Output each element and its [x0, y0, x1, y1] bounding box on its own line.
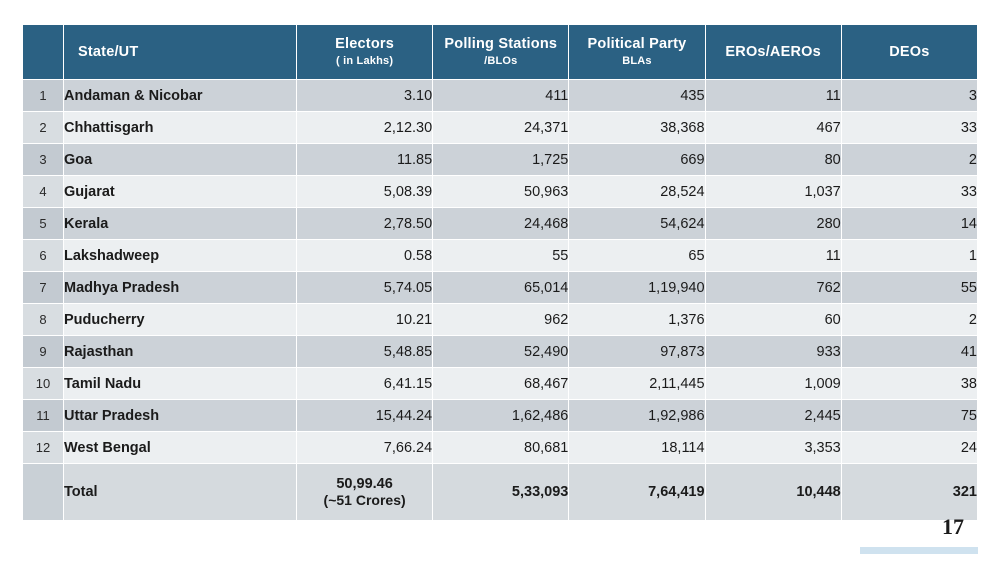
- cell-eros: 762: [705, 272, 841, 304]
- cell-state: Kerala: [64, 208, 297, 240]
- cell-eros: 60: [705, 304, 841, 336]
- column-header-electors-sub: ( in Lakhs): [335, 55, 394, 68]
- cell-electors: 6,41.15: [297, 368, 433, 400]
- cell-total-electors: [297, 464, 433, 521]
- table-row: [23, 80, 978, 112]
- cell-polling: 65,014: [433, 272, 569, 304]
- cell-state: Gujarat: [64, 176, 297, 208]
- cell-total-electors-value: 50,99.46: [336, 476, 393, 492]
- cell-polling: 1,725: [433, 144, 569, 176]
- cell-state: Andaman & Nicobar: [64, 80, 297, 112]
- accent-bar: [860, 547, 978, 554]
- cell-serial: 8: [23, 304, 64, 336]
- table-header: [23, 25, 978, 80]
- column-header-polling-stations: [433, 25, 569, 80]
- cell-eros: 1,009: [705, 368, 841, 400]
- cell-polling: 80,681: [433, 432, 569, 464]
- cell-blas: 1,19,940: [569, 272, 705, 304]
- cell-deos: 33: [841, 176, 977, 208]
- table-total-row: [23, 464, 978, 521]
- cell-polling: 411: [433, 80, 569, 112]
- cell-deos: 38: [841, 368, 977, 400]
- cell-state: Rajasthan: [64, 336, 297, 368]
- cell-blas: 28,524: [569, 176, 705, 208]
- cell-polling: 24,371: [433, 112, 569, 144]
- table-header-row: [23, 25, 978, 80]
- cell-deos: 41: [841, 336, 977, 368]
- cell-serial: 6: [23, 240, 64, 272]
- cell-state: Tamil Nadu: [64, 368, 297, 400]
- table-row: [23, 176, 978, 208]
- table-body: [23, 80, 978, 521]
- cell-electors: 7,66.24: [297, 432, 433, 464]
- column-header-polling-stations-label: Polling Stations: [444, 36, 558, 53]
- table-row: [23, 240, 978, 272]
- cell-blas: 38,368: [569, 112, 705, 144]
- column-header-political-party-blas-sub: BLAs: [622, 55, 652, 68]
- cell-electors: 10.21: [297, 304, 433, 336]
- column-header-political-party-blas: [569, 25, 705, 80]
- cell-eros: 1,037: [705, 176, 841, 208]
- column-header-deos: [841, 25, 977, 80]
- cell-serial: 11: [23, 400, 64, 432]
- cell-serial: 3: [23, 144, 64, 176]
- cell-eros: 2,445: [705, 400, 841, 432]
- cell-eros: 80: [705, 144, 841, 176]
- cell-blas: 1,92,986: [569, 400, 705, 432]
- cell-state: Lakshadweep: [64, 240, 297, 272]
- cell-state: West Bengal: [64, 432, 297, 464]
- table-row: [23, 144, 978, 176]
- cell-eros: 11: [705, 80, 841, 112]
- column-header-electors: [297, 25, 433, 80]
- cell-blas: 2,11,445: [569, 368, 705, 400]
- cell-electors: 2,78.50: [297, 208, 433, 240]
- cell-polling: 24,468: [433, 208, 569, 240]
- cell-serial: 7: [23, 272, 64, 304]
- cell-eros: 467: [705, 112, 841, 144]
- column-header-state-label: State/UT: [78, 43, 139, 60]
- cell-serial: 9: [23, 336, 64, 368]
- cell-serial: 12: [23, 432, 64, 464]
- table-row: [23, 400, 978, 432]
- table-row: [23, 208, 978, 240]
- cell-blas: 65: [569, 240, 705, 272]
- column-header-serial: [23, 25, 64, 80]
- electoral-statistics-table-wrapper: [22, 24, 978, 521]
- cell-blas: 18,114: [569, 432, 705, 464]
- cell-serial: 10: [23, 368, 64, 400]
- cell-serial: 2: [23, 112, 64, 144]
- cell-polling: 50,963: [433, 176, 569, 208]
- cell-total-label: Total: [64, 464, 297, 521]
- cell-deos: 2: [841, 144, 977, 176]
- cell-deos: 3: [841, 80, 977, 112]
- column-header-state: [64, 25, 297, 80]
- cell-total-electors-sub: (~51 Crores): [323, 492, 406, 508]
- cell-deos: 14: [841, 208, 977, 240]
- cell-electors: 0.58: [297, 240, 433, 272]
- cell-polling: 55: [433, 240, 569, 272]
- cell-deos: 1: [841, 240, 977, 272]
- column-header-political-party-blas-label: Political Party: [587, 36, 687, 53]
- cell-blas: 1,376: [569, 304, 705, 336]
- cell-electors: 2,12.30: [297, 112, 433, 144]
- cell-deos: 55: [841, 272, 977, 304]
- cell-polling: 1,62,486: [433, 400, 569, 432]
- cell-deos: 33: [841, 112, 977, 144]
- cell-serial: 1: [23, 80, 64, 112]
- cell-deos: 75: [841, 400, 977, 432]
- cell-state: Goa: [64, 144, 297, 176]
- cell-eros: 280: [705, 208, 841, 240]
- cell-eros: 11: [705, 240, 841, 272]
- table-row: [23, 272, 978, 304]
- cell-polling: 962: [433, 304, 569, 336]
- cell-state: Uttar Pradesh: [64, 400, 297, 432]
- cell-deos: 2: [841, 304, 977, 336]
- table-row: [23, 304, 978, 336]
- cell-total-deos: 321: [841, 464, 977, 521]
- page-number: 17: [942, 514, 964, 539]
- column-header-polling-stations-sub: /BLOs: [484, 55, 518, 68]
- cell-deos: 24: [841, 432, 977, 464]
- cell-blas: 97,873: [569, 336, 705, 368]
- cell-electors: 15,44.24: [297, 400, 433, 432]
- cell-eros: 933: [705, 336, 841, 368]
- column-header-eros-aeros-label: EROs/AEROs: [725, 43, 821, 60]
- cell-total-eros: 10,448: [705, 464, 841, 521]
- column-header-electors-label: Electors: [335, 36, 394, 53]
- cell-blas: 669: [569, 144, 705, 176]
- column-header-deos-label: DEOs: [889, 43, 930, 60]
- cell-serial: 5: [23, 208, 64, 240]
- cell-total-blas: 7,64,419: [569, 464, 705, 521]
- cell-electors: 5,48.85: [297, 336, 433, 368]
- cell-state: Madhya Pradesh: [64, 272, 297, 304]
- cell-blas: 435: [569, 80, 705, 112]
- cell-state: Puducherry: [64, 304, 297, 336]
- table-row: [23, 432, 978, 464]
- cell-polling: 68,467: [433, 368, 569, 400]
- cell-blas: 54,624: [569, 208, 705, 240]
- cell-total-polling: 5,33,093: [433, 464, 569, 521]
- cell-electors: 5,74.05: [297, 272, 433, 304]
- column-header-eros-aeros: [705, 25, 841, 80]
- cell-total-serial: [23, 464, 64, 521]
- table-row: [23, 112, 978, 144]
- cell-serial: 4: [23, 176, 64, 208]
- cell-state: Chhattisgarh: [64, 112, 297, 144]
- table-row: [23, 336, 978, 368]
- cell-eros: 3,353: [705, 432, 841, 464]
- cell-electors: 3.10: [297, 80, 433, 112]
- cell-electors: 5,08.39: [297, 176, 433, 208]
- cell-polling: 52,490: [433, 336, 569, 368]
- cell-electors: 11.85: [297, 144, 433, 176]
- electoral-statistics-table: [22, 24, 978, 521]
- table-row: [23, 368, 978, 400]
